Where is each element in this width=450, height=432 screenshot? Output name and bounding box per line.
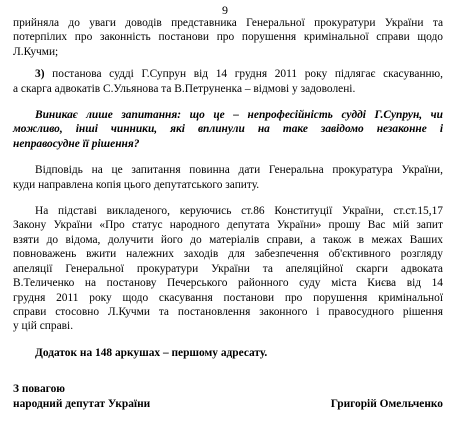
paragraph-line: Л.Кучми; [13,45,59,58]
paragraph-line: повноважень вжити належних заходів для забезпечення об'єктивного розгляду [13,248,443,261]
paragraph-line [13,67,443,81]
paragraph-line: куди направлена копія цього депутатського запиту. [13,178,260,191]
signature-row [13,397,443,411]
attachment-note [13,346,443,360]
signature-block [13,382,443,411]
paragraph-line: грудня 2011 року щодо скасування постанови про порушення кримінальної [13,291,443,304]
request-paragraph [13,204,443,334]
paragraph-line: неправосудне її рішення? [13,137,140,150]
paragraph-line: На підставі викладеного, керуючись ст.86 Конституції України, ст.ст.15,17 [35,205,443,218]
paragraph-line: потерпілих про законність постанови про порушення кримінальної справи щодо [13,31,443,44]
signer-name: Григорій Омельченко [330,397,443,410]
paragraph-line: взяти до відома, долучити його до матеріалів справи, а також в межах Ваших [13,233,443,246]
question-paragraph [13,108,443,151]
paragraph-line: Закону України «Про статус народного депутата України» прошу Вас мій запит [13,219,443,232]
item-text: постанова судді Г.Супрун від 14 грудня 2011 року підлягає скасуванню, [52,68,443,81]
paragraph-prosecution-arguments [13,16,443,59]
paragraph-line: можливо, інші чинники, які вплинули на таке завідомо незаконне і [13,123,443,136]
paragraph-line: Виникає лише запитання: що це – непрофесійність судді Г.Супрун, чи [35,109,443,122]
paragraph-item-3 [13,67,443,96]
paragraph-line: апеляції Генеральної прокуратури України та апеляційної скарги адвоката [13,262,443,275]
paragraph-line: В.Теличенко на постанову Печерського районного суду міста Києва від 14 [13,277,443,290]
paragraph-line: справи стосовно Л.Кучми та постановлення законного і правосудного рішення [13,305,443,318]
page-number: 9 [222,3,228,17]
document-body [13,16,443,411]
attachment-line: Додаток на 148 аркушах – першому адресату. [35,346,268,359]
answer-paragraph [13,163,443,192]
paragraph-line: у цій справі. [13,320,74,333]
item-number: 3) [35,68,45,81]
paragraph-line: прийняла до уваги доводів представника Генеральної прокуратури України та [13,17,443,29]
signer-position: народний депутат України [13,397,151,410]
closing-phrase: З повагою [13,383,65,396]
paragraph-line: а скарга адвокатів С.Ульянова та В.Петруненка – відмові у задоволені. [13,82,356,95]
paragraph-line: Відповідь на це запитання повинна дати Генеральна прокуратура України, [35,164,443,177]
